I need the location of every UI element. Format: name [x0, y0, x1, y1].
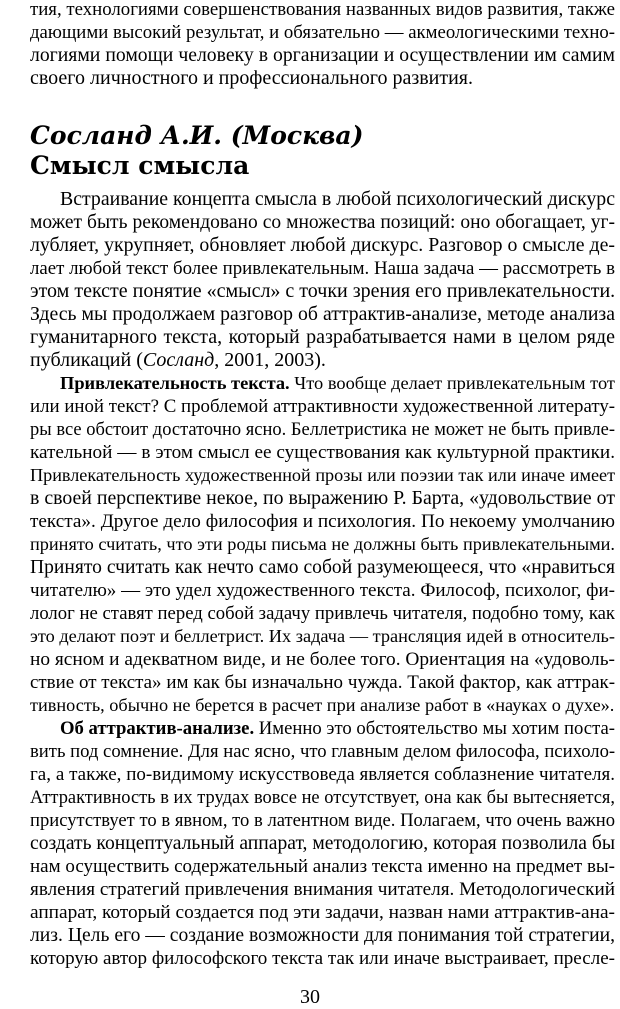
paragraph-line: текста». Другое дело философия и психология. По некоему умолчанию	[30, 511, 615, 532]
intro-line: тия, технологиями совершенствования названных видов развития, также	[30, 0, 615, 20]
paragraph-line: тивность, обычно не берется в расчет при анализе работ в «науках о духе».	[30, 695, 615, 715]
paragraph-line: кательной — в этом смысл ее существования как культурной практики.	[30, 442, 615, 463]
paragraph-line: ствие от текста» им как бы изначально чужда. Такой фактор, как аттрак-	[30, 672, 615, 693]
paragraph-line: может быть рекомендовано со множества позиций: оно обогащает, уг-	[30, 212, 615, 233]
citation-author: Сосланд	[142, 349, 215, 371]
paragraph-line: Принято считать как нечто само собой разумеющееся, что «нравиться	[30, 557, 615, 578]
paragraph-line: но ясном и адекватном виде, и не более того. Ориентация на «удоволь-	[30, 649, 615, 670]
intro-line: своего личностного и профессионального развития.	[30, 67, 474, 89]
paragraph-line: в своей перспективе некое, по выражению Р. Барта, «удовольствие от	[30, 487, 615, 509]
paragraph-line: га, а также, по-видимому искусствоведа является соблазнение читателя.	[30, 764, 615, 785]
paragraph-line: Привлекательность художественной прозы или поэзии так или иначе имеет	[30, 465, 615, 485]
page-number: 30	[300, 986, 320, 1008]
paragraph-line: которую автор философского текста так или иначе выстраивает, пресле-	[30, 948, 615, 969]
intro-line: дающими высокий результат, и обязательно — акмеологическими техно-	[30, 22, 615, 43]
paragraph-line: Здесь мы продолжаем разговор об аттрактив-анализе, методе анализа	[30, 303, 615, 325]
paragraph-line: ры все обстоит достаточно ясно. Беллетристика не может не быть привле-	[30, 419, 615, 439]
paragraph-line: публикаций (Сосланд, 2001, 2003).	[30, 349, 326, 371]
paragraph-line: лает любой текст более привлекательным. Наша задача — рассмотреть в	[30, 258, 615, 279]
paragraph-line: аппарат, который создается под эти задачи, назван нами аттрактив-ана-	[30, 902, 615, 923]
paragraph-line: лубляет, укрупняет, обновляет любой дискурс. Разговор о смысле де-	[30, 234, 615, 256]
paragraph-line: принято считать, что эти роды письма не должны быть привлекательными.	[30, 534, 615, 554]
paragraph-line: читателю» — это удел художественного текста. Философ, психолог, фи-	[30, 580, 615, 601]
paragraph-line: или иной текст? С проблемой аттрактивности художественной литерату-	[30, 396, 615, 417]
paragraph-line: этом тексте понятие «смысл» с точки зрения его привлекательности.	[30, 280, 616, 302]
paragraph-line: присутствует то в явном, то в латентном виде. Полагаем, что очень важно	[30, 810, 615, 831]
section-heading: Привлекательность текста.	[60, 373, 290, 393]
paragraph-line: нам осуществить содержательный анализ текста именно на предмет вы-	[30, 856, 615, 877]
paragraph-line: лолог не ставят перед собой задачу привлечь читателя, подобно тому, как	[30, 603, 615, 624]
paragraph-line: Аттрактивность в их трудах вовсе не отсутствует, она как бы вытесняется,	[30, 787, 615, 807]
intro-line: логиями помощи человеку в организации и осуществлении им самим	[30, 44, 615, 66]
article-title: Смысл смысла	[30, 151, 250, 180]
paragraph-line: Об аттрактив-анализе. Именно это обстоятельство мы хотим поста-	[60, 718, 615, 739]
paragraph-line: Встраивание концепта смысла в любой психологический дискурс	[60, 188, 616, 210]
paragraph-line: это делают поэт и беллетрист. Их задача — трансляция идей в относитель-	[30, 626, 615, 646]
paragraph-line: явления стратегий привлечения внимания читателя. Методологический	[30, 879, 615, 900]
paragraph-line: лиз. Цель его — создание возможности для понимания той стратегии,	[30, 925, 615, 946]
paragraph-line: Привлекательность текста. Что вообще делает привлекательным тот	[60, 373, 615, 393]
paragraph-line: создать концептуальный аппарат, методологию, которая позволила бы	[30, 833, 616, 854]
paragraph-line: вить под сомнение. Для нас ясно, что главным делом философа, психоло-	[30, 741, 616, 762]
article-author: Сосланд А.И. (Москва)	[30, 121, 364, 150]
section-heading: Об аттрактив-анализе.	[60, 718, 255, 739]
paragraph-line: гуманитарного текста, который разрабатывается нами в целом ряде	[30, 326, 615, 348]
